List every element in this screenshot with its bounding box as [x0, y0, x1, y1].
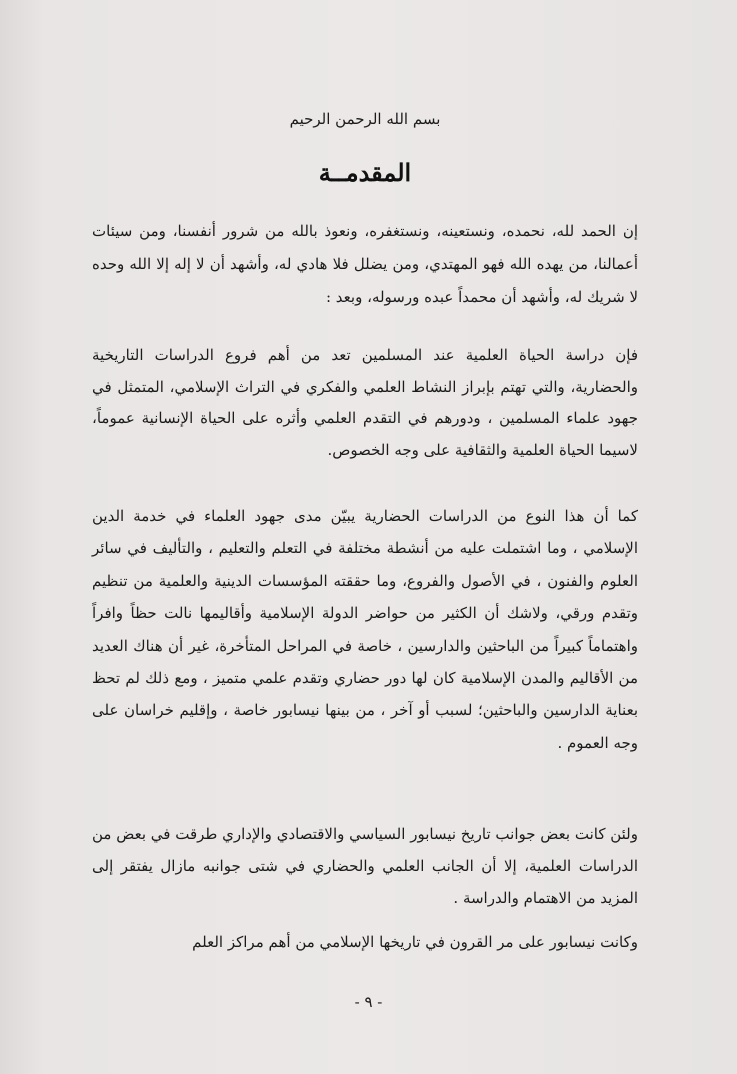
page-number: - ٩ - — [354, 993, 383, 1011]
paragraph-text: فإن دراسة الحياة العلمية عند المسلمين تعد من أهم فروع الدراسات التاريخية والحضارية، والتي تهتم بإبراز النشاط العلمي والفكري في التراث الإسلامي، المتمثل في جهود علماء المسلمين ، ودورهم في التقدم العلمي وأثره على الحياة الإنسانية عموماً، لاسيما الحياة العلمية والثقافية على وجه الخصوص. — [92, 346, 638, 459]
paragraph-1 — [92, 215, 638, 314]
paragraph-2 — [92, 340, 638, 466]
paragraph-4 — [92, 818, 638, 914]
paragraph-text: ولئن كانت بعض جوانب تاريخ نيسابور السياسي والاقتصادي والإداري طرقت في بعض من الدراسات العلمية، إلا أن الجانب العلمي والحضاري في شتى جوانبه مازال يفتقر إلى المزيد من الاهتمام والدراسة . — [92, 825, 638, 907]
paragraph-text: وكانت نيسابور على مر القرون في تاريخها الإسلامي من أهم مراكز العلم — [192, 933, 638, 951]
page-title: المقدمــة — [318, 158, 412, 187]
paragraph-text: إن الحمد لله، نحمده، ونستعينه، ونستغفره، ونعوذ بالله من شرور أنفسنا، ومن سيئات أعمالنا، من يهده الله فهو المهتدي، ومن يضلل فلا هادي له، وأشهد أن لا إله إلا الله وحده لا شريك له، وأشهد أن محمداً عبده ورسوله، وبعد : — [92, 222, 638, 306]
paragraph-text: كما أن هذا النوع من الدراسات الحضارية يبيّن مدى جهود العلماء في خدمة الدين الإسلامي ، وما اشتملت عليه من أنشطة مختلفة في التعلم والتعليم ، والتأليف في سائر العلوم والفنون ، في الأصول والفروع، وما حققته المؤسسات الدينية والعلمية من تنظيم وتقدم ورقي، ولاشك أن الكثير من حواضر الدولة الإسلامية وأقاليمها نالت حظاً وافراً واهتماماً كبيراً من الباحثين والدارسين ، خاصة في المراحل المتأخرة، غير أن هناك العديد من الأقاليم والمدن الإسلامية كان لها دور حضاري وتقدم علمي متميز ، ومع ذلك لم تحظ بعناية الدارسين والباحثين؛ لسبب أو آخر ، من بينها نيسابور خاصة ، وإقليم خراسان على وجه العموم . — [92, 507, 638, 752]
paragraph-3 — [92, 500, 638, 759]
basmala: بسم الله الرحمن الرحيم — [289, 110, 441, 128]
paragraph-5 — [92, 926, 638, 958]
